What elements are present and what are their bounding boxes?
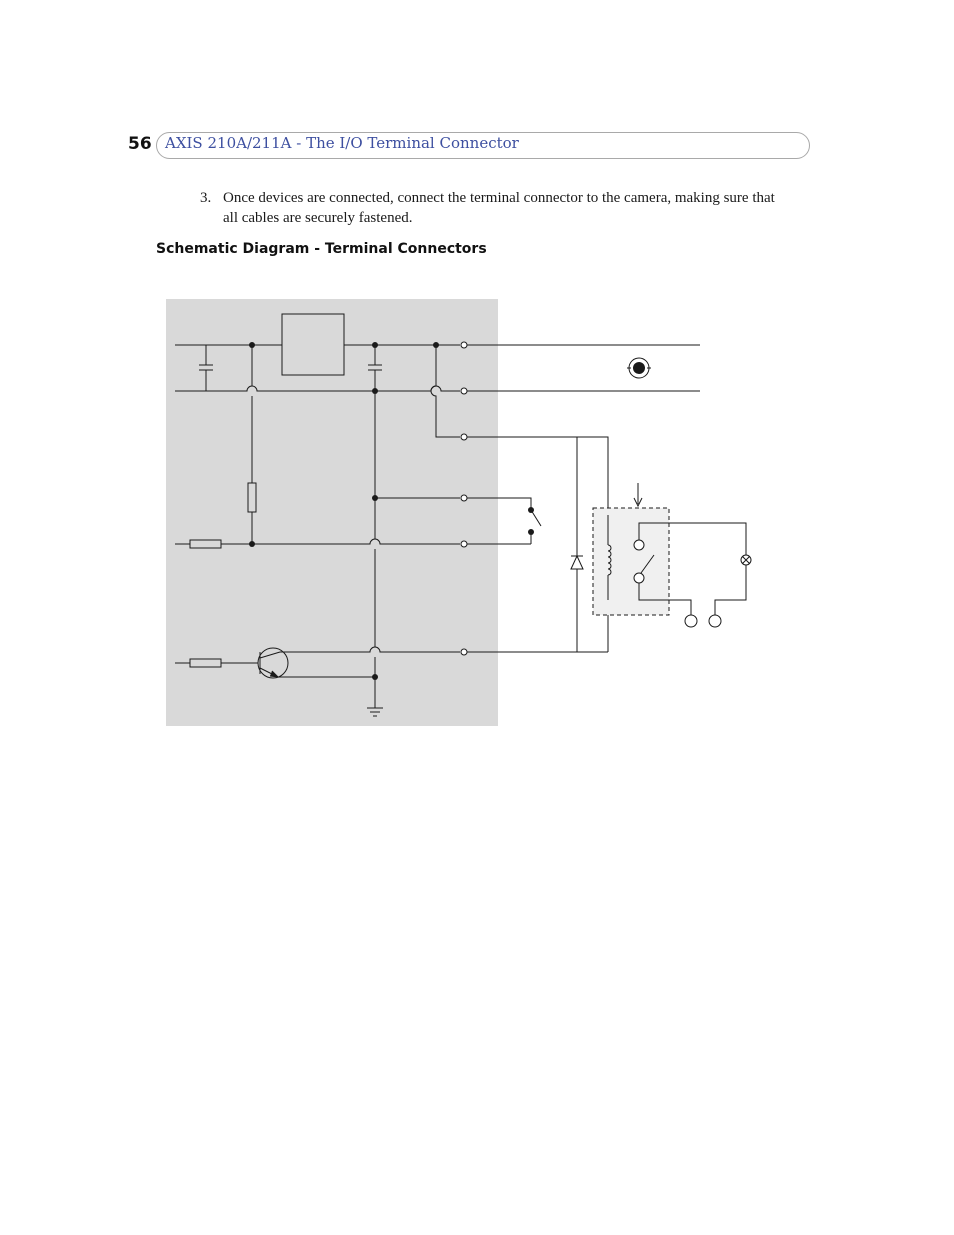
diode-branch (571, 437, 583, 652)
relay-contact-top (634, 540, 644, 550)
page-number: 56 (128, 134, 152, 154)
step-number: 3. (200, 190, 212, 206)
step-text: Once devices are connected, connect the terminal connector to the camera, making sure that all cables are securely fastened. (223, 190, 775, 226)
junction-dot (372, 342, 378, 348)
power-jack-center (633, 362, 645, 374)
switch-contact-dot (528, 507, 534, 513)
junction-dot (372, 495, 378, 501)
schematic-diagram (160, 292, 760, 732)
junction-dot (249, 342, 255, 348)
power-terminal-left (685, 615, 697, 627)
camera-internal-panel (166, 299, 498, 726)
section-heading: Schematic Diagram - Terminal Connectors (156, 241, 487, 257)
terminal-pin-6 (461, 649, 467, 655)
diode (571, 556, 583, 569)
terminal-pin-3 (461, 434, 467, 440)
header-title: AXIS 210A/211A - The I/O Terminal Connector (165, 134, 519, 152)
relay-arrow (634, 483, 642, 506)
power-terminal-right (709, 615, 721, 627)
junction-dot (372, 674, 378, 680)
terminal-pin-2 (461, 388, 467, 394)
input-switch (531, 510, 541, 544)
terminal-pin-4 (461, 495, 467, 501)
switch-contact-dot (528, 529, 534, 535)
junction-dot (433, 342, 439, 348)
junction-dot (249, 541, 255, 547)
junction-dot (372, 388, 378, 394)
relay-box (593, 508, 669, 615)
relay-contact-bottom (634, 573, 644, 583)
terminal-pin-1 (461, 342, 467, 348)
terminal-pin-5 (461, 541, 467, 547)
